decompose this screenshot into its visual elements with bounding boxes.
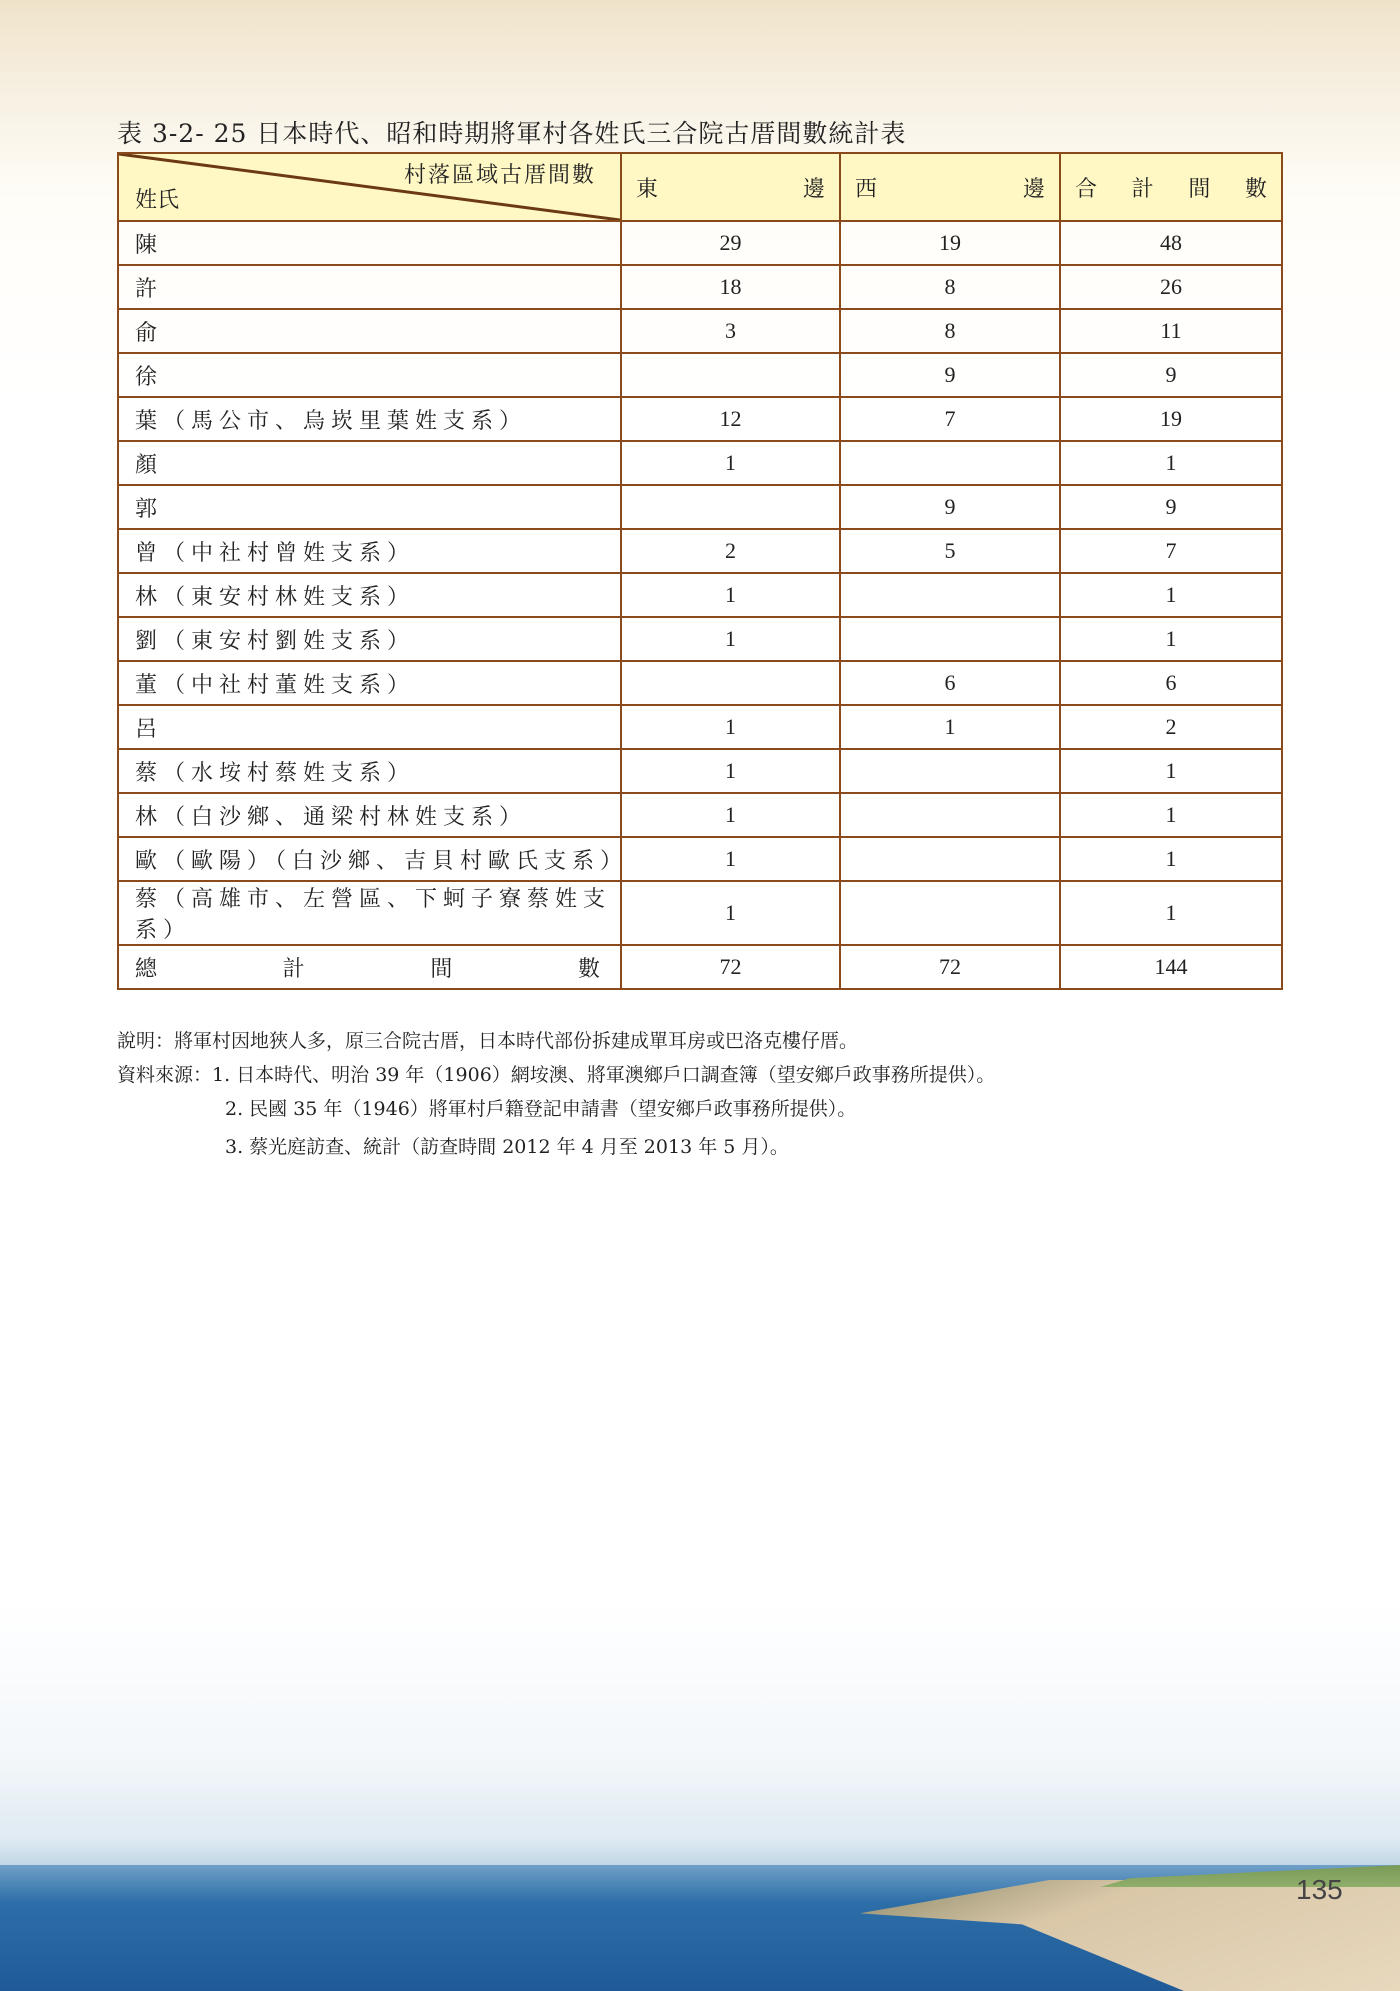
total-cell: 1: [1060, 749, 1282, 793]
total-label: [118, 945, 621, 989]
total-cell: 26: [1060, 265, 1282, 309]
note-source-1: 資料來源：1. 日本時代、明治 39 年（1906）網垵澳、將軍澳鄉戶口調查簿（望安鄉戶政事務所提供）。: [117, 1064, 996, 1086]
west-cell: 8: [840, 309, 1060, 353]
west-cell: 9: [840, 353, 1060, 397]
total-cell: 1: [1060, 881, 1282, 945]
surname-cell: 陳: [118, 221, 621, 265]
east-cell: 3: [621, 309, 840, 353]
header-east: [621, 153, 840, 221]
surname-cell: 董（中社村董姓支系）: [118, 661, 621, 705]
west-cell: 9: [840, 485, 1060, 529]
east-cell: 29: [621, 221, 840, 265]
total-cell: 9: [1060, 485, 1282, 529]
east-cell: 12: [621, 397, 840, 441]
east-cell: [621, 353, 840, 397]
note-source-2: 2. 民國 35 年（1946）將軍村戶籍登記申請書（望安鄉戶政事務所提供）。: [225, 1098, 857, 1120]
surname-cell: 蔡（高雄市、左營區、下蚵子寮蔡姓支系）: [118, 881, 621, 945]
header-total: [1060, 153, 1282, 221]
surname-cell: 劉（東安村劉姓支系）: [118, 617, 621, 661]
table-row: [118, 617, 1282, 661]
header-text: 數: [1244, 176, 1267, 202]
total-cell: 1: [1060, 441, 1282, 485]
surname-cell: 葉（馬公市、烏崁里葉姓支系）: [118, 397, 621, 441]
note-explanation: 說明：將軍村因地狹人多，原三合院古厝，日本時代部份拆建成單耳房或巴洛克樓仔厝。: [117, 1030, 859, 1052]
west-cell: 6: [840, 661, 1060, 705]
west-cell: [840, 837, 1060, 881]
east-cell: 1: [621, 705, 840, 749]
header-text: 邊: [1022, 176, 1045, 202]
total-cell: 48: [1060, 221, 1282, 265]
header-surname-label: 姓氏: [135, 188, 180, 213]
diagonal-header-cell: [118, 153, 621, 221]
total-east: 72: [621, 945, 840, 989]
east-cell: 2: [621, 529, 840, 573]
table-row: [118, 441, 1282, 485]
east-cell: 1: [621, 573, 840, 617]
note-source-3: 3. 蔡光庭訪查、統計（訪查時間 2012 年 4 月至 2013 年 5 月）。: [225, 1136, 789, 1158]
table-row: [118, 353, 1282, 397]
total-label-char: 計: [282, 956, 311, 982]
surname-cell: 俞: [118, 309, 621, 353]
east-cell: 18: [621, 265, 840, 309]
table-row: [118, 573, 1282, 617]
surname-cell: 顏: [118, 441, 621, 485]
west-cell: [840, 617, 1060, 661]
west-cell: [840, 881, 1060, 945]
table-row: [118, 221, 1282, 265]
table-row: [118, 661, 1282, 705]
west-cell: 19: [840, 221, 1060, 265]
east-cell: 1: [621, 749, 840, 793]
header-text: 東: [636, 176, 659, 202]
west-cell: [840, 749, 1060, 793]
east-cell: 1: [621, 617, 840, 661]
total-cell: 1: [1060, 837, 1282, 881]
surname-cell: 徐: [118, 353, 621, 397]
east-cell: 1: [621, 441, 840, 485]
table-row: [118, 705, 1282, 749]
west-cell: [840, 793, 1060, 837]
header-text: 西: [855, 176, 878, 202]
total-row: [118, 945, 1282, 989]
table-row: [118, 529, 1282, 573]
total-sum: 144: [1060, 945, 1282, 989]
total-cell: 19: [1060, 397, 1282, 441]
table-row: [118, 749, 1282, 793]
total-cell: 1: [1060, 617, 1282, 661]
table-title: 表 3-2- 25 日本時代、昭和時期將軍村各姓氏三合院古厝間數統計表: [117, 119, 907, 148]
surname-cell: 林（白沙鄉、通梁村林姓支系）: [118, 793, 621, 837]
west-cell: 1: [840, 705, 1060, 749]
header-text: 合: [1075, 176, 1098, 202]
east-cell: 1: [621, 837, 840, 881]
west-cell: 5: [840, 529, 1060, 573]
east-cell: [621, 661, 840, 705]
surname-cell: 郭: [118, 485, 621, 529]
surname-cell: 蔡（水垵村蔡姓支系）: [118, 749, 621, 793]
west-cell: 7: [840, 397, 1060, 441]
total-label-char: 間: [430, 956, 459, 982]
header-text: 間: [1188, 176, 1211, 202]
table-row: [118, 793, 1282, 837]
table-row: [118, 881, 1282, 945]
header-row: [118, 153, 1282, 221]
west-cell: [840, 573, 1060, 617]
table-row: [118, 265, 1282, 309]
table-row: [118, 837, 1282, 881]
total-label-char: 總: [135, 956, 164, 982]
east-cell: [621, 485, 840, 529]
west-cell: [840, 441, 1060, 485]
total-cell: 11: [1060, 309, 1282, 353]
surname-cell: 呂: [118, 705, 621, 749]
east-cell: 1: [621, 881, 840, 945]
table-notes: [117, 1024, 995, 1164]
east-cell: 1: [621, 793, 840, 837]
total-cell: 1: [1060, 573, 1282, 617]
total-cell: 9: [1060, 353, 1282, 397]
surname-cell: 許: [118, 265, 621, 309]
total-cell: 1: [1060, 793, 1282, 837]
west-cell: 8: [840, 265, 1060, 309]
total-label-char: 數: [577, 956, 606, 982]
page-number: 135: [1296, 1874, 1343, 1905]
header-text: 邊: [802, 176, 825, 202]
surname-cell: 歐（歐陽）（白沙鄉、吉貝村歐氏支系）: [118, 837, 621, 881]
header-west: [840, 153, 1060, 221]
total-cell: 7: [1060, 529, 1282, 573]
stats-table: [117, 152, 1283, 990]
total-cell: 2: [1060, 705, 1282, 749]
header-region-label: 村落區域古厝間數: [403, 163, 596, 188]
surname-cell: 曾（中社村曾姓支系）: [118, 529, 621, 573]
table-row: [118, 309, 1282, 353]
surname-cell: 林（東安村林姓支系）: [118, 573, 621, 617]
header-text: 計: [1131, 176, 1154, 202]
table-row: [118, 485, 1282, 529]
total-west: 72: [840, 945, 1060, 989]
total-cell: 6: [1060, 661, 1282, 705]
table-row: [118, 397, 1282, 441]
